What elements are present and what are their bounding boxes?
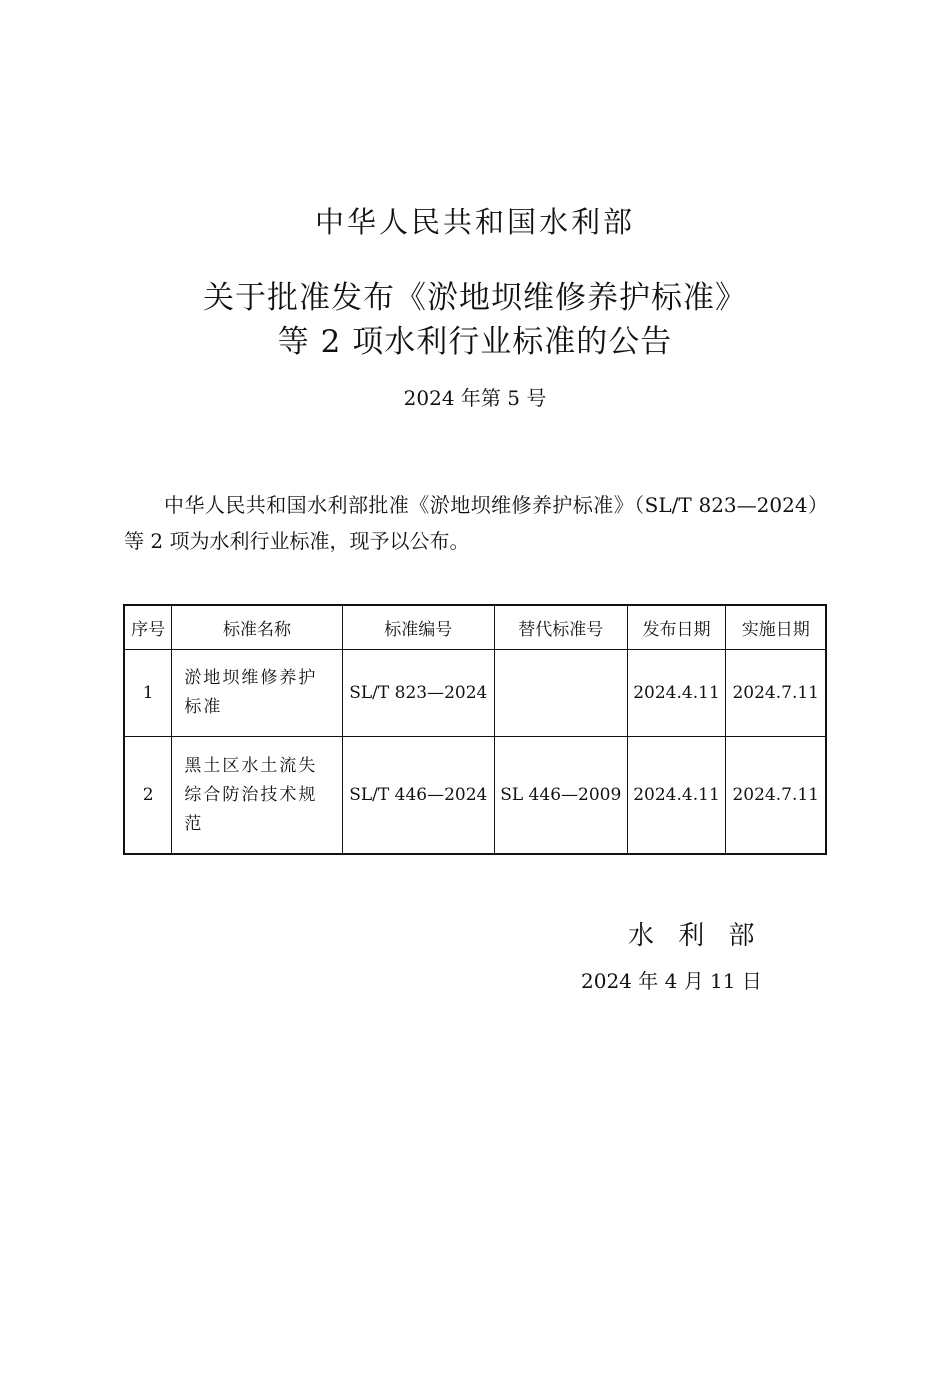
announcement-body: 中华人民共和国水利部批准《淤地坝维修养护标准》（SL/T 823—2024）等 2 项为水利行业标准，现予以公布。 [124, 493, 828, 553]
issuer-heading: 中华人民共和国水利部 [314, 205, 635, 239]
table-row [124, 650, 826, 737]
title-line-1: 关于批准发布《淤地坝维修养护标准》 [203, 280, 747, 316]
table-row [124, 737, 826, 855]
header-effective-date: 实施日期 [726, 605, 826, 650]
replaced-code [495, 650, 628, 737]
signer: 水 利 部 [628, 921, 763, 951]
header-replaced-code: 替代标准号 [495, 605, 628, 650]
effective-date: 2024.7.11 [726, 650, 826, 737]
publish-date: 2024.4.11 [627, 650, 726, 737]
header-index: 序号 [124, 605, 172, 650]
standard-name: 黑土区水土流失综合防治技术规范 [172, 737, 342, 855]
publish-date: 2024.4.11 [627, 737, 726, 855]
table-header-row [124, 605, 826, 650]
title-line-2: 等 2 项水利行业标准的公告 [277, 324, 673, 360]
header-standard-code: 标准编号 [342, 605, 494, 650]
replaced-code: SL 446—2009 [495, 737, 628, 855]
sign-date: 2024 年 4 月 11 日 [581, 969, 762, 993]
row-index: 1 [124, 650, 172, 737]
effective-date: 2024.7.11 [726, 737, 826, 855]
standard-code: SL/T 823—2024 [342, 650, 494, 737]
row-index: 2 [124, 737, 172, 855]
standard-name: 淤地坝维修养护标准 [172, 650, 342, 737]
header-standard-name: 标准名称 [172, 605, 342, 650]
header-publish-date: 发布日期 [627, 605, 726, 650]
document-number: 2024 年第 5 号 [403, 386, 547, 410]
standard-code: SL/T 446—2024 [342, 737, 494, 855]
standards-table [123, 604, 827, 855]
